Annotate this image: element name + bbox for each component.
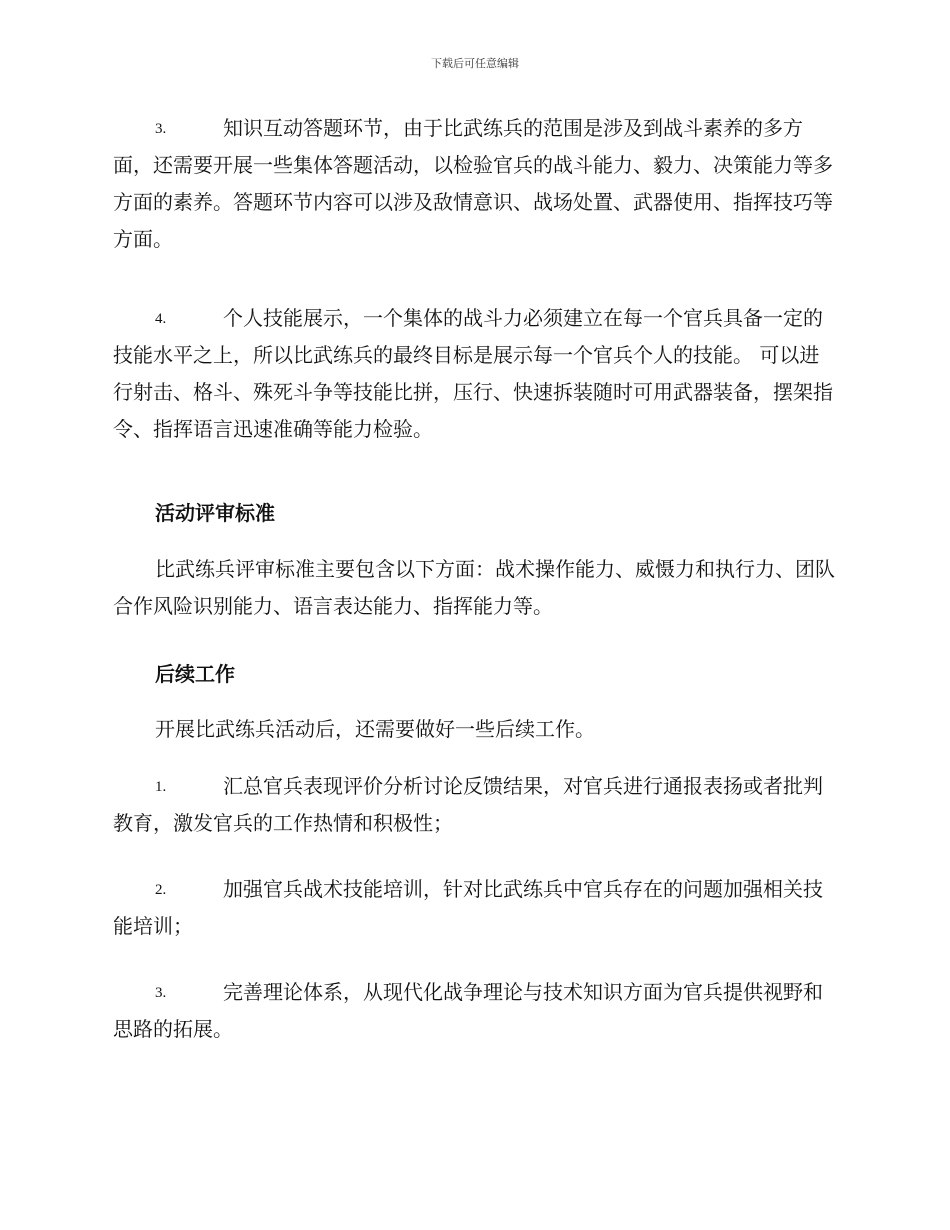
list-number: 3. (155, 121, 167, 137)
list-text: 个人技能展示，一个集体的战斗力必须建立在每一个官兵具备一定的技能水平之上，所以比武练兵的最终目标是展示每一个官兵个人的技能。 可以进行射击、格斗、殊死斗争等技能比拼，压行、快速拆装随时可用武器装备，摆架指令、指挥语言迅速准确等能力检验。 (113, 306, 833, 441)
list-item (113, 974, 835, 1048)
list-text: 汇总官兵表现评价分析讨论反馈结果，对官兵进行通报表扬或者批判教育，激发官兵的工作热情和积极性； (113, 774, 823, 835)
list-number: 4. (155, 311, 167, 327)
followup-intro: 开展比武练兵活动后，还需要做好一些后续工作。 (155, 717, 595, 741)
list-number: 2. (155, 882, 167, 898)
section-heading-review: 活动评审标准 (155, 501, 275, 525)
list-text: 加强官兵战术技能培训，针对比武练兵中官兵存在的问题加强相关技能培训； (113, 877, 823, 938)
list-number: 1. (155, 779, 167, 795)
list-text: 知识互动答题环节，由于比武练兵的范围是涉及到战斗素养的多方面，还需要开展一些集体答题活动，以检验官兵的战斗能力、毅力、决策能力等多方面的素养。答题环节内容可以涉及敌情意识、战场处置、武器使用、指挥技巧等方面。 (113, 116, 833, 251)
list-item (113, 768, 835, 842)
list-text: 完善理论体系，从现代化战争理论与技术知识方面为官兵提供视野和思路的拓展。 (113, 980, 823, 1041)
list-number: 3. (155, 985, 167, 1001)
list-item (113, 871, 835, 945)
list-item (113, 300, 835, 448)
section-heading-followup: 后续工作 (155, 662, 235, 686)
review-paragraph: 比武练兵评审标准主要包含以下方面：战术操作能力、威慑力和执行力、团队合作风险识别能力、语言表达能力、指挥能力等。 (113, 557, 835, 618)
page-header: 下载后可任意编辑 (431, 57, 519, 70)
list-item (113, 110, 835, 258)
